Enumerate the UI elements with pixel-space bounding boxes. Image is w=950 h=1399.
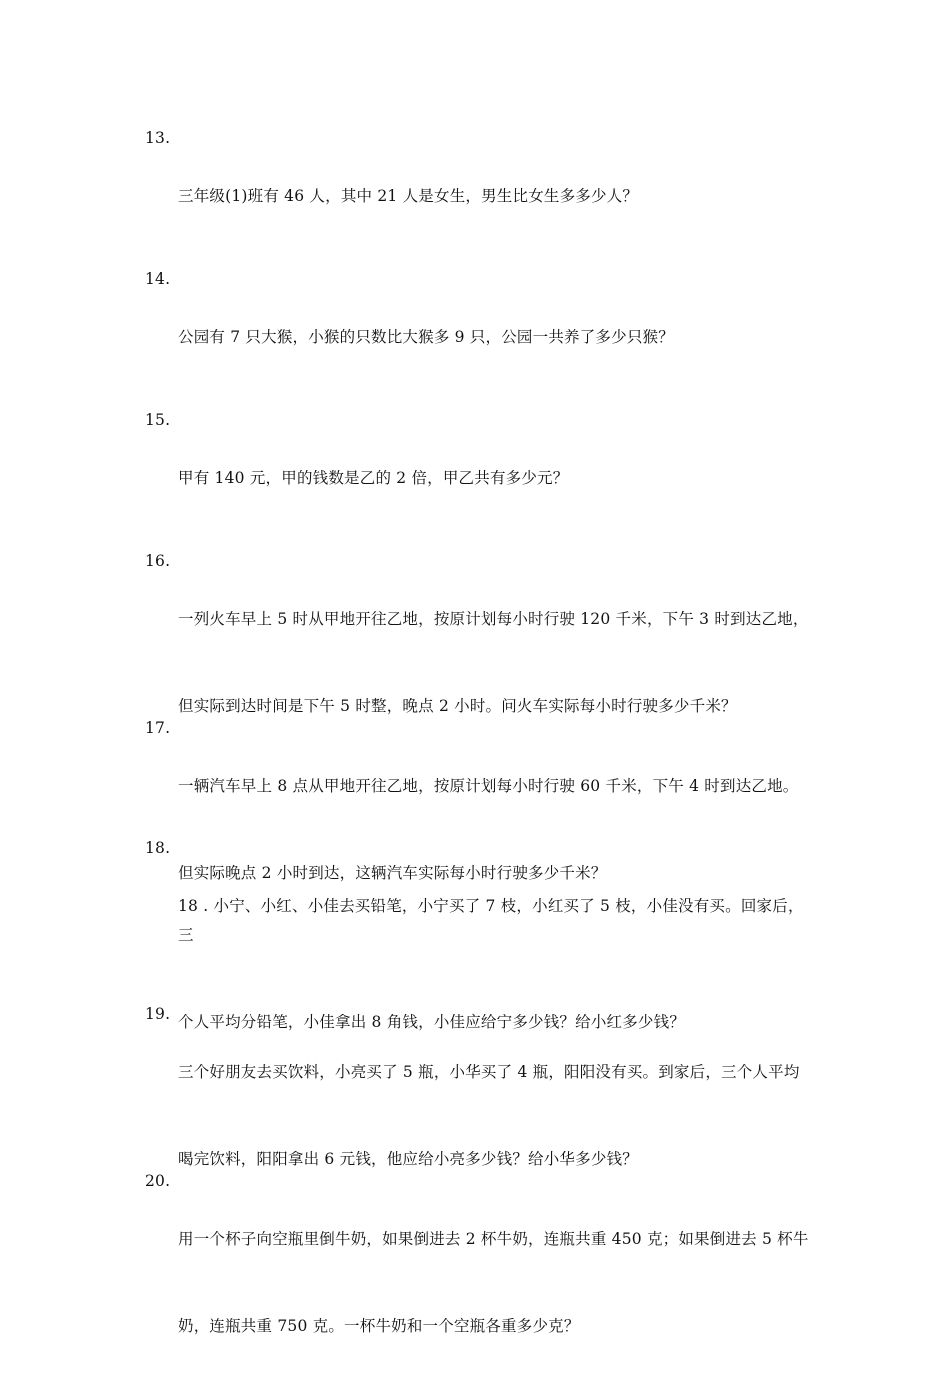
question-20 [145,1167,817,1399]
question-line: 个人平均分铅笔，小佳拿出 8 角钱，小佳应给宁多少钱？给小红多少钱？ [178,1013,686,1031]
question-15 [145,406,817,551]
question-text [178,1167,817,1399]
question-text [178,265,817,410]
question-line: 喝完饮料，阳阳拿出 6 元钱，他应给小亮多少钱？给小华多少钱？ [178,1150,638,1168]
question-line: 三年级(1)班有 46 人，其中 21 人是女生，男生比女生多多少人？ [178,187,639,205]
question-number: 19. [145,1005,171,1023]
question-number: 15. [145,411,171,429]
question-number: 13. [145,129,171,147]
question-line: 公园有 7 只大猴，小猴的只数比大猴多 9 只，公园一共养了多少只猴？ [178,328,674,346]
question-14 [145,265,817,410]
question-line: 但实际晚点 2 小时到达，这辆汽车实际每小时行驶多少千米？ [178,864,607,882]
question-line: 甲有 140 元，甲的钱数是乙的 2 倍，甲乙共有多少元？ [178,469,569,487]
question-line: 用一个杯子向空瓶里倒牛奶，如果倒进去 2 杯牛奶，连瓶共重 450 克；如果倒进去 5 杯牛 [178,1230,809,1248]
question-line: 三个好朋友去买饮料，小亮买了 5 瓶，小华买了 4 瓶，阳阳没有买。到家后，三个人平均 [178,1063,800,1081]
question-number: 20. [145,1172,171,1190]
question-line: 但实际到达时间是下午 5 时整，晚点 2 小时。问火车实际每小时行驶多少千米？ [178,697,737,715]
question-line: 奶，连瓶共重 750 克。一杯牛奶和一个空瓶各重多少克？ [178,1317,580,1335]
question-number: 18. [145,839,171,857]
question-text [178,124,817,269]
question-line: 一列火车早上 5 时从甲地开往乙地，按原计划每小时行驶 120 千米，下午 3 时到达乙地， [178,610,809,628]
question-line: 18 . 小宁、小红、小佳去买铅笔，小宁买了 7 枝，小红买了 5 枝，小佳没有买。回家后，三 [178,897,804,944]
question-number: 17. [145,719,171,737]
question-number: 14. [145,270,171,288]
question-line: 一辆汽车早上 8 点从甲地开往乙地，按原计划每小时行驶 60 千米，下午 4 时到达乙地。 [178,777,799,795]
question-13 [145,124,817,269]
question-text [178,406,817,551]
question-number: 16. [145,552,171,570]
